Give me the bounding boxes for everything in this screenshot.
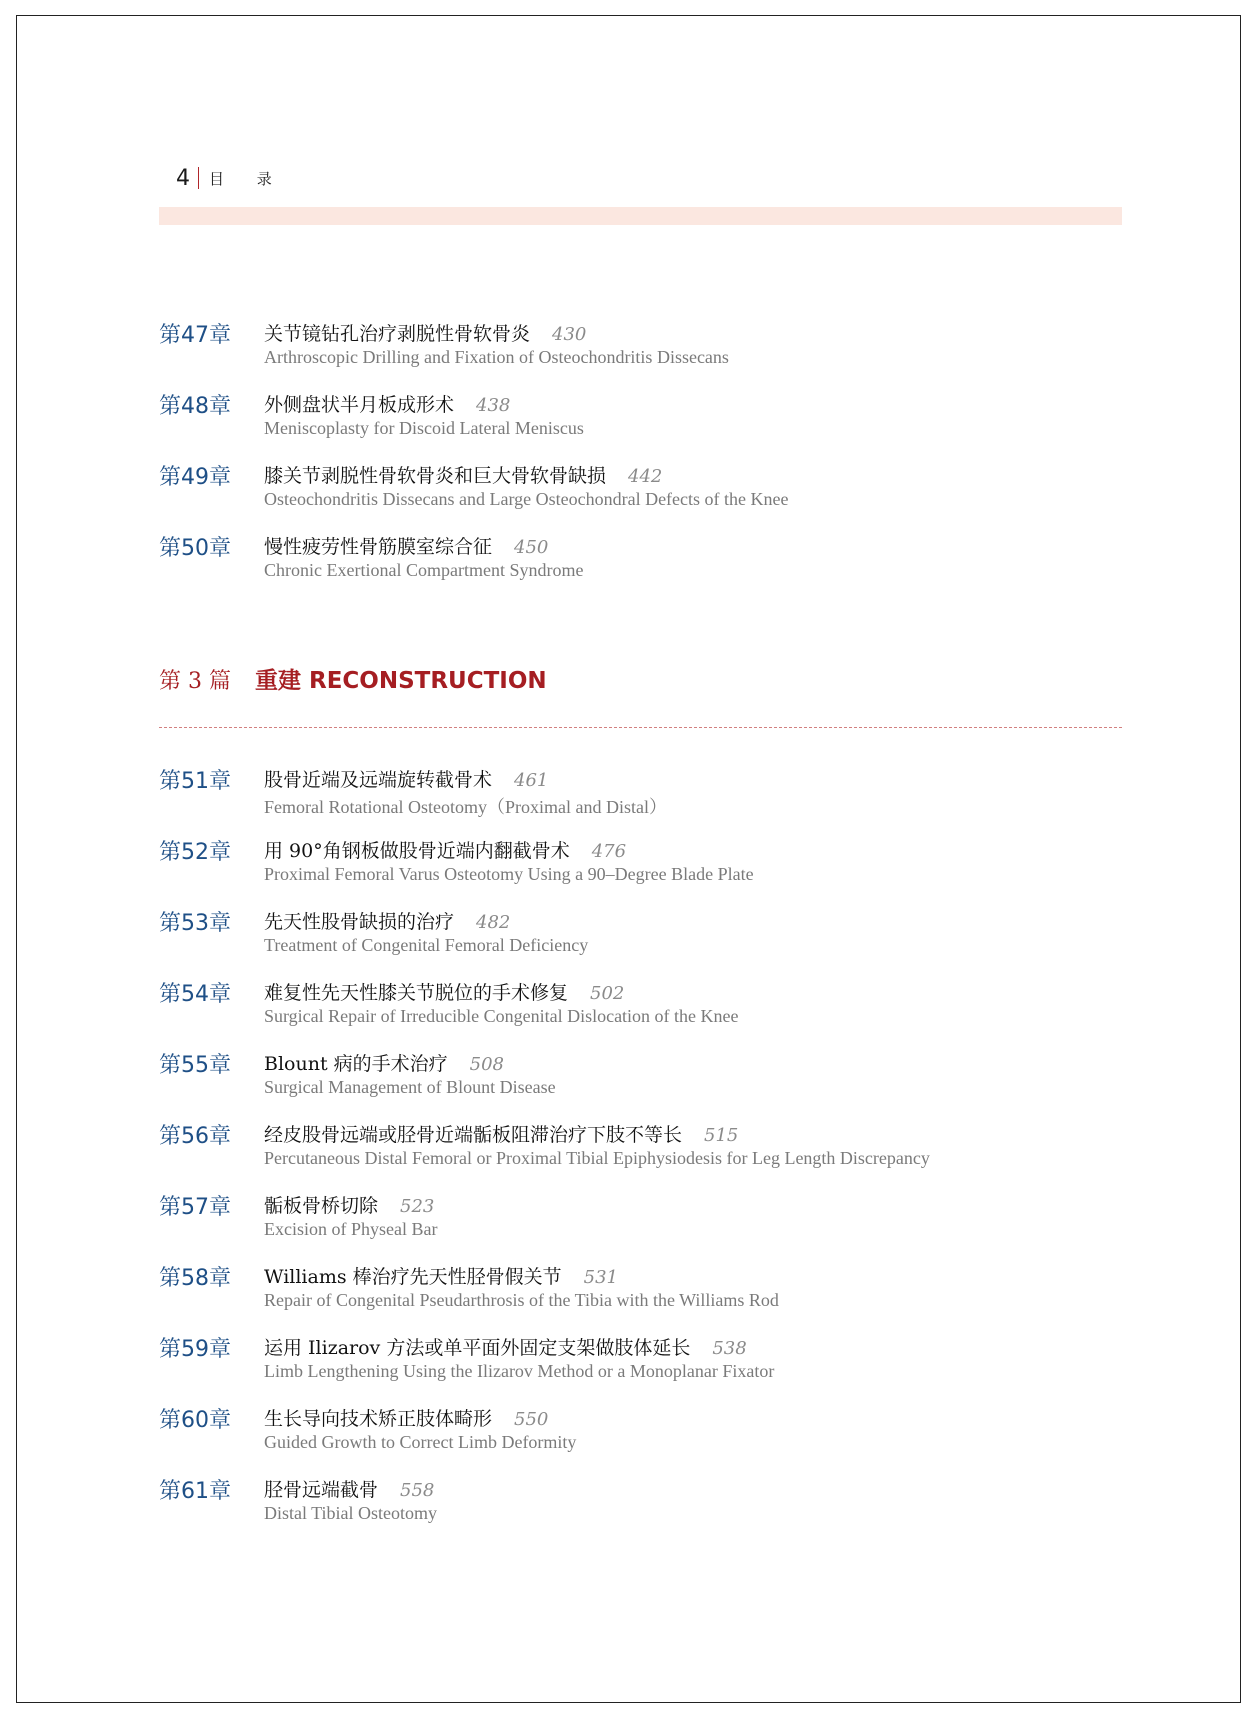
- chapter-title-line: [264, 1049, 504, 1076]
- chapter-number: 第57章: [159, 1195, 231, 1220]
- chapter-english-title: Surgical Management of Blount Disease: [264, 1077, 556, 1097]
- toc-entry[interactable]: [159, 835, 1159, 906]
- chapter-english-title: Arthroscopic Drilling and Fixation of Osteochondritis Dissecans: [264, 347, 729, 367]
- chapter-title-line: [264, 1475, 434, 1502]
- chapter-number: 第59章: [159, 1337, 231, 1362]
- chapter-number: 第50章: [159, 536, 231, 561]
- chapter-number: 第48章: [159, 394, 231, 419]
- chapter-title: 膝关节剥脱性骨软骨炎和巨大骨软骨缺损: [264, 465, 607, 487]
- chapter-page: 430: [552, 324, 587, 345]
- part-heading: [159, 662, 547, 695]
- chapter-number: 第60章: [159, 1408, 231, 1433]
- chapter-page: 461: [514, 770, 549, 791]
- chapter-number: 第53章: [159, 911, 231, 936]
- header-band: [159, 207, 1122, 225]
- chapter-page: 450: [514, 537, 549, 558]
- chapter-english-title: Percutaneous Distal Femoral or Proximal Tibial Epiphysiodesis for Leg Length Discrepancy: [264, 1148, 930, 1168]
- chapter-number: 第51章: [159, 769, 231, 794]
- toc-entry[interactable]: [159, 1474, 1159, 1545]
- chapter-english-title: Limb Lengthening Using the Ilizarov Method or a Monoplanar Fixator: [264, 1361, 775, 1381]
- part-title: 重建 RECONSTRUCTION: [254, 668, 547, 694]
- chapter-english-title: Repair of Congenital Pseudarthrosis of the Tibia with the Williams Rod: [264, 1290, 779, 1310]
- chapter-title: 难复性先天性膝关节脱位的手术修复: [264, 982, 569, 1004]
- chapter-page: 438: [476, 395, 511, 416]
- chapter-number: 第56章: [159, 1124, 231, 1149]
- chapter-english-title: Femoral Rotational Osteotomy（Proximal and Distal）: [264, 797, 667, 817]
- chapter-number: 第52章: [159, 840, 231, 865]
- chapter-title-line: [264, 1191, 434, 1218]
- chapter-title: 慢性疲劳性骨筋膜室综合征: [264, 536, 493, 558]
- chapter-english-title: Proximal Femoral Varus Osteotomy Using a 90–Degree Blade Plate: [264, 864, 754, 884]
- chapter-number: 第61章: [159, 1479, 231, 1504]
- chapter-title-line: [264, 1120, 738, 1147]
- chapter-title: Williams 棒治疗先天性胫骨假关节: [264, 1266, 562, 1288]
- chapter-title-line: [264, 836, 626, 863]
- toc-entry[interactable]: [159, 1332, 1159, 1403]
- running-header: [176, 164, 286, 192]
- toc-entry[interactable]: [159, 318, 1159, 389]
- chapter-page: 550: [514, 1409, 549, 1430]
- toc-entry[interactable]: [159, 764, 1159, 835]
- chapter-title-line: [264, 978, 624, 1005]
- chapter-title: 胫骨远端截骨: [264, 1479, 379, 1501]
- chapter-title-line: [264, 907, 510, 934]
- chapter-title-line: [264, 1333, 747, 1360]
- chapter-title: 生长导向技术矫正肢体畸形: [264, 1408, 493, 1430]
- header-divider: [198, 167, 199, 189]
- chapter-english-title: Surgical Repair of Irreducible Congenital Dislocation of the Knee: [264, 1006, 739, 1026]
- chapter-title: 外侧盘状半月板成形术: [264, 394, 455, 416]
- chapter-english-title: Distal Tibial Osteotomy: [264, 1503, 438, 1523]
- chapter-title: 先天性股骨缺损的治疗: [264, 911, 455, 933]
- chapter-number: 第55章: [159, 1053, 231, 1078]
- chapter-list-bottom: [159, 764, 1159, 1545]
- chapter-page: 508: [469, 1054, 504, 1075]
- toc-entry[interactable]: [159, 906, 1159, 977]
- chapter-title-line: [264, 390, 510, 417]
- chapter-title: 骺板骨桥切除: [264, 1195, 379, 1217]
- chapter-title-line: [264, 532, 548, 559]
- chapter-title-line: [264, 1262, 618, 1289]
- part-divider: [159, 727, 1122, 728]
- chapter-page: 531: [583, 1267, 618, 1288]
- toc-entry[interactable]: [159, 1403, 1159, 1474]
- toc-entry[interactable]: [159, 460, 1159, 531]
- toc-entry[interactable]: [159, 531, 1159, 602]
- chapter-number: 第54章: [159, 982, 231, 1007]
- chapter-title-line: [264, 765, 548, 792]
- chapter-page: 515: [704, 1125, 739, 1146]
- chapter-page: 502: [590, 983, 625, 1004]
- chapter-number: 第47章: [159, 323, 231, 348]
- chapter-english-title: Treatment of Congenital Femoral Deficiency: [264, 935, 589, 955]
- toc-entry[interactable]: [159, 1048, 1159, 1119]
- chapter-page: 523: [400, 1196, 435, 1217]
- chapter-english-title: Guided Growth to Correct Limb Deformity: [264, 1432, 577, 1452]
- chapter-english-title: Excision of Physeal Bar: [264, 1219, 438, 1239]
- chapter-number: 第58章: [159, 1266, 231, 1291]
- chapter-title: 股骨近端及远端旋转截骨术: [264, 769, 493, 791]
- chapter-number: 第49章: [159, 465, 231, 490]
- chapter-title: 关节镜钻孔治疗剥脱性骨软骨炎: [264, 323, 531, 345]
- chapter-page: 442: [628, 466, 663, 487]
- chapter-page: 482: [476, 912, 511, 933]
- toc-entry[interactable]: [159, 1119, 1159, 1190]
- chapter-title: Blount 病的手术治疗: [264, 1053, 448, 1075]
- chapter-page: 476: [591, 841, 627, 862]
- chapter-title: 经皮股骨远端或胫骨近端骺板阻滞治疗下肢不等长: [264, 1124, 683, 1146]
- chapter-title-line: [264, 319, 586, 346]
- chapter-title-line: [264, 1404, 548, 1431]
- toc-entry[interactable]: [159, 1190, 1159, 1261]
- chapter-page: 558: [400, 1480, 435, 1501]
- part-number: 第 3 篇: [159, 669, 231, 694]
- chapter-list-top: [159, 318, 1159, 602]
- page-number: 4: [176, 165, 190, 191]
- chapter-english-title: Chronic Exertional Compartment Syndrome: [264, 560, 584, 580]
- toc-entry[interactable]: [159, 977, 1159, 1048]
- chapter-page: 538: [712, 1338, 747, 1359]
- chapter-title-line: [264, 461, 662, 488]
- chapter-english-title: Meniscoplasty for Discoid Lateral Meniscus: [264, 418, 584, 438]
- chapter-title: 运用 Ilizarov 方法或单平面外固定支架做肢体延长: [264, 1337, 691, 1359]
- chapter-english-title: Osteochondritis Dissecans and Large Osteochondral Defects of the Knee: [264, 489, 789, 509]
- toc-entry[interactable]: [159, 389, 1159, 460]
- header-title: 目 录: [209, 169, 286, 188]
- toc-entry[interactable]: [159, 1261, 1159, 1332]
- chapter-title: 用 90°角钢板做股骨近端内翻截骨术: [264, 840, 570, 862]
